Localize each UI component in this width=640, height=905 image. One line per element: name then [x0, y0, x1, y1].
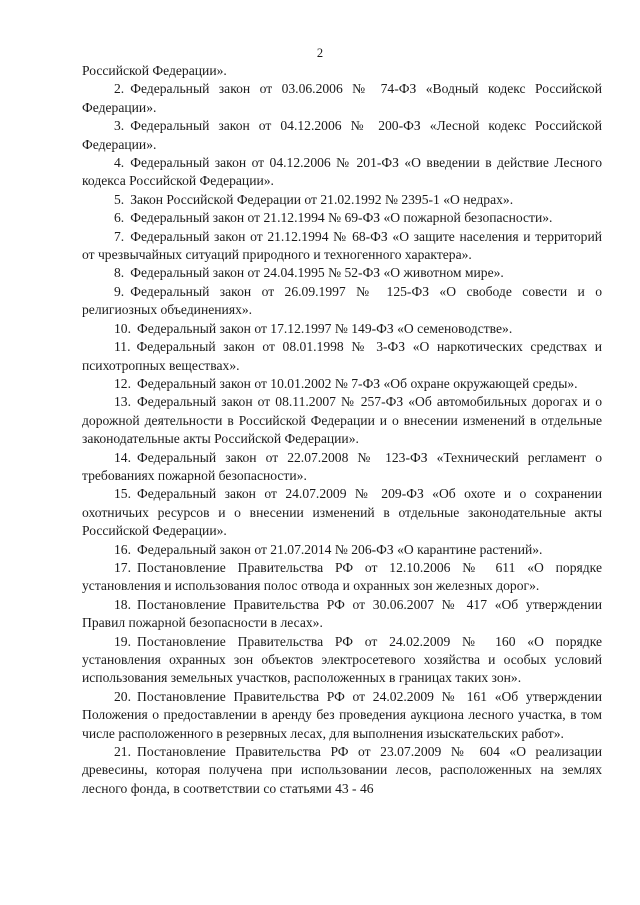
list-item-text: Федеральный закон от 24.04.1995 № 52-ФЗ «О животном мире».	[130, 265, 504, 281]
list-item	[82, 154, 602, 191]
list-item-number: 18.	[114, 596, 131, 612]
list-item-text: Федеральный закон от 08.01.1998 № 3-ФЗ «О наркотических средствах и психотропных веществах».	[82, 339, 602, 373]
list-item-number: 19.	[114, 633, 131, 649]
list-item-number: 6.	[114, 210, 125, 226]
list-item	[82, 541, 602, 559]
list-item	[82, 596, 602, 633]
list-item-number: 14.	[114, 449, 131, 465]
list-item-text: Федеральный закон от 08.11.2007 № 257-ФЗ «Об автомобильных дорогах и о дорожной деятельности в Российской Федерации и о внесении изменений в отдельные законодательные акты Российской Федерации».	[82, 394, 602, 447]
list-item-text: Федеральный закон от 21.12.1994 № 68-ФЗ «О защите населения и территорий от чрезвычайных ситуаций природного и техногенного характера».	[82, 228, 602, 263]
intro-continuation: Российской Федерации».	[82, 63, 227, 78]
list-item	[82, 228, 602, 265]
list-item	[82, 688, 602, 743]
list-item-text: Федеральный закон от 10.01.2002 № 7-ФЗ «Об охране окружающей среды».	[137, 375, 578, 391]
list-item-number: 10.	[114, 320, 131, 336]
list-item-number: 21.	[114, 744, 131, 760]
list-item-text: Федеральный закон от 17.12.1997 № 149-ФЗ «О семеноводстве».	[137, 320, 513, 336]
list-item-text: Федеральный закон от 24.07.2009 № 209-ФЗ «Об охоте и о сохранении охотничьих ресурсов и о внесении изменений в отдельные законодательные акты Российской Федерации».	[82, 486, 602, 539]
list-item-number: 5.	[114, 191, 125, 207]
list-item-text: Постановление Правительства РФ от 23.07.2009 № 604 «О реализации древесины, которая получена при использовании лесов, расположенных на землях лесного фонда, в соответствии со статьями 43 - 46	[82, 744, 602, 796]
list-item-number: 3.	[114, 118, 125, 134]
list-item-text: Федеральный закон от 04.12.2006 № 201-ФЗ «О введении в действие Лесного кодекса Российской Федерации».	[82, 155, 602, 189]
list-item-text: Закон Российской Федерации от 21.02.1992 № 2395-1 «О недрах».	[130, 191, 514, 207]
list-item-number: 7.	[114, 228, 125, 244]
list-item-number: 15.	[114, 486, 131, 502]
list-item	[82, 117, 602, 154]
list-item-text: Постановление Правительства РФ от 24.02.2009 № 160 «О порядке установления охранных зон объектов электросетевого хозяйства и особых условий использования земельных участков, расположенных в границах таких зон».	[82, 633, 602, 686]
list-item-number: 17.	[114, 559, 131, 575]
list-item	[82, 264, 602, 282]
list-item	[82, 283, 602, 320]
list-item	[82, 633, 602, 688]
list-item-text: Федеральный закон от 21.12.1994 № 69-ФЗ «О пожарной безопасности».	[130, 210, 553, 226]
list-item-number: 13.	[114, 394, 131, 410]
list-item	[82, 449, 602, 486]
list-item-number: 11.	[114, 339, 131, 355]
list-item-text: Федеральный закон от 26.09.1997 № 125-ФЗ «О свободе совести и о религиозных объединениях».	[82, 283, 602, 318]
list-item-text: Федеральный закон от 03.06.2006 № 74-ФЗ «Водный кодекс Российской Федерации».	[82, 81, 602, 115]
list-item-number: 8.	[114, 265, 125, 281]
list-item-number: 12.	[114, 375, 131, 391]
list-item-text: Федеральный закон от 22.07.2008 № 123-ФЗ «Технический регламент о требованиях пожарной безопасности».	[82, 449, 602, 483]
list-item	[82, 375, 602, 393]
list-item	[82, 191, 602, 209]
list-item-text: Федеральный закон от 21.07.2014 № 206-ФЗ «О карантине растений».	[137, 541, 543, 557]
list-item-text: Постановление Правительства РФ от 12.10.2006 № 611 «О порядке установления и использования полос отвода и охранных зон железных дорог».	[82, 559, 602, 594]
list-item	[82, 209, 602, 227]
list-item	[82, 559, 602, 596]
list-item-number: 4.	[114, 155, 125, 171]
legal-acts-list	[82, 80, 602, 798]
page-number: 2	[316, 46, 324, 60]
list-item	[82, 338, 602, 375]
list-item-text: Федеральный закон от 04.12.2006 № 200-ФЗ «Лесной кодекс Российской Федерации».	[82, 118, 602, 152]
list-item	[82, 320, 602, 338]
list-item-number: 9.	[114, 283, 125, 299]
list-item	[82, 485, 602, 540]
list-item-number: 20.	[114, 688, 131, 704]
list-item	[82, 743, 602, 798]
list-item-number: 16.	[114, 541, 131, 557]
list-item-text: Постановление Правительства РФ от 30.06.2007 № 417 «Об утверждении Правил пожарной безопасности в лесах».	[82, 596, 602, 631]
list-item	[82, 393, 602, 448]
list-item-number: 2.	[114, 81, 125, 97]
list-item-text: Постановление Правительства РФ от 24.02.2009 № 161 «Об утверждении Положения о предоставлении в аренду без проведения аукциона лесного участка, в том числе расположенного в резервных лесах, для выполнения изыскательских работ».	[82, 688, 602, 741]
document-body	[82, 62, 602, 798]
list-item	[82, 80, 602, 117]
